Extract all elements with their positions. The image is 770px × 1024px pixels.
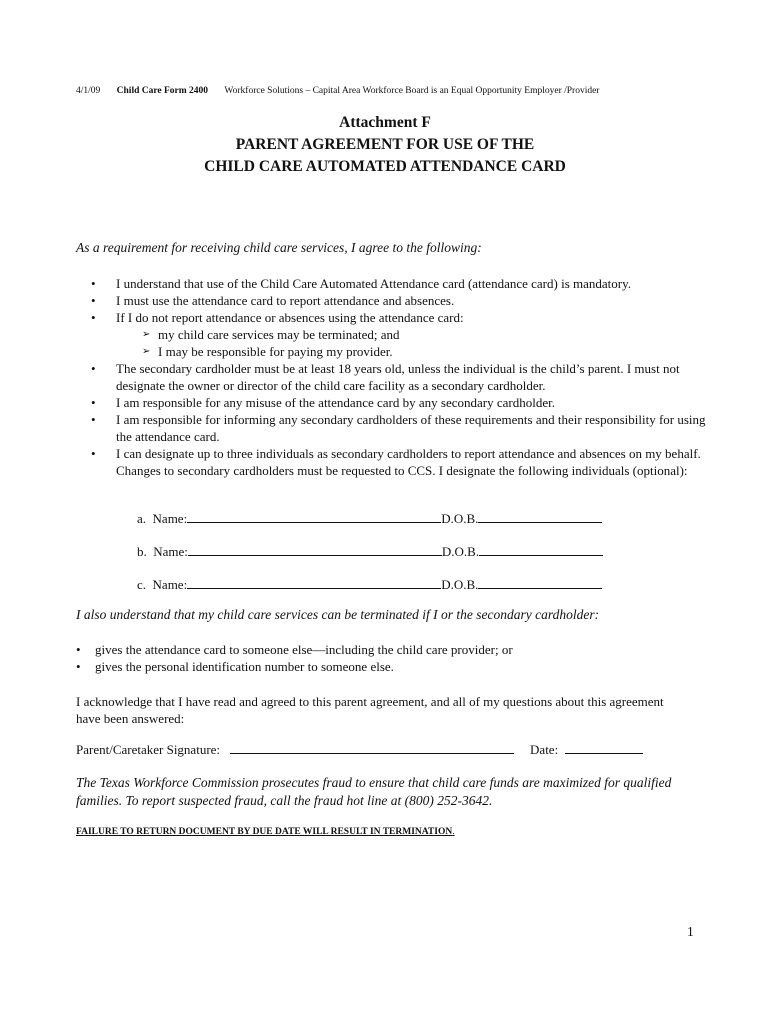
agreement-item: • I am responsible for any misuse of the attendance card by any secondary cardholder. [91,394,711,411]
designee-name-field[interactable] [187,576,441,589]
designee-name-field[interactable] [188,543,442,556]
termination-reason: • gives the personal identification number to someone else. [76,658,513,675]
acknowledgment-statement: I acknowledge that I have read and agreed to this parent agreement, and all of my questions about this agreement have been answered: [76,694,664,726]
designee-row-c [137,576,602,593]
consequence-item: ➢ my child care services may be terminated; and [116,326,711,343]
document-title [0,112,770,178]
designee-letter: a. [137,511,147,526]
attachment-title: Attachment F [339,114,431,131]
agreement-item: • I understand that use of the Child Care Automated Attendance card (attendance card) is mandatory. [91,275,711,292]
agreement-item: • I can designate up to three individuals as secondary cardholders to report attendance and absences on my behalf. Changes to secondary cardholders must be requested to CCS. I designate the following individuals (optional): [91,445,711,479]
designee-name-label: Name: [152,577,188,592]
termination-reason: • gives the attendance card to someone else—including the child care provider; or [76,641,513,658]
header-date: 4/1/09 [76,86,101,96]
designee-dob-field[interactable] [478,576,602,589]
designee-name-field[interactable] [187,510,441,523]
designee-dob-field[interactable] [478,510,602,523]
page-header [76,86,599,96]
designee-letter: c. [137,577,147,592]
agreement-item: • I must use the attendance card to report attendance and absences. [91,292,711,309]
agreement-title-line-2: CHILD CARE AUTOMATED ATTENDANCE CARD [204,158,566,175]
designee-dob-label: D.O.B. [441,511,479,526]
agreement-item: • I am responsible for informing any secondary cardholders of these requirements and their responsibility for using the attendance card. [91,411,711,445]
signature-row [76,741,643,758]
date-field[interactable] [565,741,643,754]
designee-dob-label: D.O.B. [441,577,479,592]
agreement-item: • The secondary cardholder must be at least 18 years old, unless the individual is the child’s parent. I must not designate the owner or director of the child care facility as a secondary cardholder. [91,360,711,394]
designee-dob-label: D.O.B. [441,544,480,559]
agreement-title-line-1: PARENT AGREEMENT FOR USE OF THE [235,136,535,153]
date-label: Date: [530,742,559,757]
header-form-number: Child Care Form 2400 [116,86,209,96]
designee-name-label: Name: [152,511,188,526]
signature-label: Parent/Caretaker Signature: [76,742,221,757]
designee-dob-field[interactable] [479,543,603,556]
termination-reason-list [76,641,513,675]
header-employer-statement: Workforce Solutions – Capital Area Workforce Board is an Equal Opportunity Employer /Provider [224,86,600,96]
designee-name-label: Name: [153,544,188,559]
designee-row-a [137,510,602,527]
designee-row-b [137,543,603,560]
fraud-notice: The Texas Workforce Commission prosecutes fraud to ensure that child care funds are maximized for qualified families. To report suspected fraud, call the fraud hot line at (800) 252-3642. [76,775,672,808]
page-number: 1 [687,924,694,939]
termination-intro: I also understand that my child care services can be terminated if I or the secondary cardholder: [76,607,600,622]
consequence-list [116,326,711,360]
designee-letter: b. [137,544,147,559]
agreement-list [91,275,711,479]
signature-field[interactable] [230,741,514,754]
consequence-item: ➢ I may be responsible for paying my provider. [116,343,711,360]
intro-statement: As a requirement for receiving child care services, I agree to the following: [76,240,482,255]
agreement-item: • If I do not report attendance or absences using the attendance card: ➢ my child care services may be terminated; and ➢ I may be responsible for paying my provider. [91,309,711,360]
failure-warning: FAILURE TO RETURN DOCUMENT BY DUE DATE WILL RESULT IN TERMINATION. [76,827,455,837]
